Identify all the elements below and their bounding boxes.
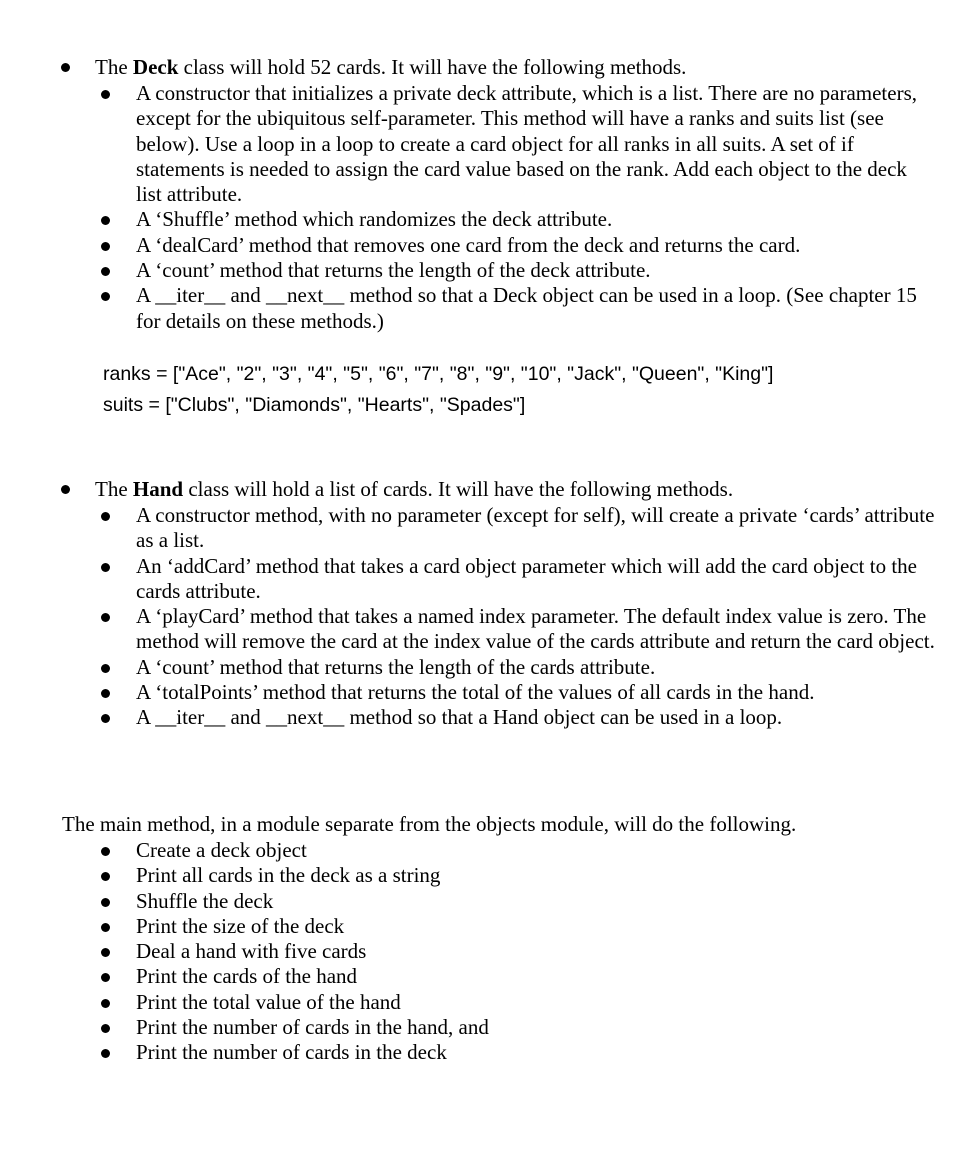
bullet: [99, 946, 113, 960]
bullet: [99, 662, 113, 676]
main-item-text: Deal a hand with five cards: [136, 939, 367, 964]
hand-item-text: An ‘addCard’ method that takes a card object parameter which will add the card object to the cards attribute.: [136, 553, 917, 603]
bullet: [99, 896, 113, 910]
list-item: [136, 705, 941, 730]
hand-item-text: A ‘playCard’ method that takes a named index parameter. The default index value is zero. The method will remove the card at the index value of the cards attribute and return the card object.: [136, 604, 935, 654]
list-item: [136, 889, 936, 914]
bullet-deck: [59, 61, 73, 75]
bullet: [99, 1047, 113, 1061]
deck-item-text: A ‘count’ method that returns the length of the deck attribute.: [136, 258, 651, 283]
bullet: [99, 561, 113, 575]
list-item: [136, 914, 936, 939]
bullet: [99, 687, 113, 701]
deck-intro-suffix: class will hold 52 cards. It will have the following methods.: [178, 55, 687, 79]
main-steps-list: [136, 838, 936, 1066]
main-item-text: Print the number of cards in the deck: [136, 1040, 447, 1065]
list-item: [136, 1015, 936, 1040]
bullet: [99, 88, 113, 102]
hand-item-text: A ‘count’ method that returns the length of the cards attribute.: [136, 654, 656, 679]
bullet: [99, 510, 113, 524]
bullet: [99, 265, 113, 279]
list-item: [136, 283, 936, 334]
list-item: [136, 939, 936, 964]
list-item: [136, 233, 936, 258]
main-item-text: Create a deck object: [136, 838, 307, 862]
list-item: [136, 964, 936, 989]
list-item: [136, 554, 941, 605]
hand-intro-prefix: The: [95, 477, 133, 501]
hand-item-text: A ‘totalPoints’ method that returns the total of the values of all cards in the hand.: [136, 680, 815, 705]
deck-item-text: A ‘Shuffle’ method which randomizes the deck attribute.: [136, 207, 613, 232]
list-item: [136, 680, 941, 705]
code-suits: suits = ["Clubs", "Diamonds", "Hearts", "Spades"]: [103, 394, 526, 416]
bullet: [99, 971, 113, 985]
bullet: [99, 997, 113, 1011]
bullet: [99, 921, 113, 935]
main-item-text: Print the number of cards in the hand, and: [136, 1015, 489, 1040]
main-item-text: Print all cards in the deck as a string: [136, 863, 441, 888]
deck-item-text: A __iter__ and __next__ method so that a Deck object can be used in a loop. (See chapter 15 for details on these methods.): [136, 283, 917, 333]
bullet: [99, 214, 113, 228]
list-item: [136, 604, 941, 655]
bullet: [99, 290, 113, 304]
hand-intro: [95, 477, 945, 502]
list-item: [136, 863, 936, 888]
list-item: [136, 990, 936, 1015]
list-item: [136, 258, 936, 283]
bullet: [99, 611, 113, 625]
list-item: [136, 655, 941, 680]
bullet: [99, 870, 113, 884]
deck-intro-prefix: The: [95, 55, 133, 79]
main-item-text: Shuffle the deck: [136, 888, 274, 913]
hand-methods-list: [136, 503, 941, 731]
code-ranks: ranks = ["Ace", "2", "3", "4", "5", "6", "7", "8", "9", "10", "Jack", "Queen", "King"]: [103, 363, 774, 385]
bullet: [99, 712, 113, 726]
main-intro: The main method, in a module separate from the objects module, will do the following.: [62, 812, 797, 836]
main-item-text: Print the total value of the hand: [136, 989, 401, 1014]
bullet-hand: [59, 483, 73, 497]
bullet: [99, 1022, 113, 1036]
main-item-text: Print the size of the deck: [136, 913, 345, 938]
hand-intro-suffix: class will hold a list of cards. It will have the following methods.: [183, 477, 734, 501]
list-item: [136, 838, 936, 863]
deck-item-text: A constructor that initializes a private deck attribute, which is a list. There are no parameters, except for the ubiquitous self-parameter. This method will have a ranks and suits list (see below). Use a loop in a loop to create a card object for all ranks in all suits. A set of if statements is needed to assign the card value based on the rank. Add each object to the deck list attribute.: [136, 81, 917, 207]
list-item: [136, 1040, 936, 1065]
deck-class-name: Deck: [132, 55, 179, 79]
main-item-text: Print the cards of the hand: [136, 964, 358, 989]
deck-intro: [95, 55, 945, 80]
list-item: [136, 207, 936, 232]
hand-item-text: A constructor method, with no parameter (except for self), will create a private ‘cards’ attribute as a list.: [136, 503, 935, 553]
hand-class-name: Hand: [132, 477, 184, 501]
list-item: [136, 81, 936, 207]
bullet: [99, 240, 113, 254]
deck-methods-list: [136, 81, 936, 334]
bullet: [99, 845, 113, 859]
list-item: [136, 503, 941, 554]
deck-item-text: A ‘dealCard’ method that removes one card from the deck and returns the card.: [136, 232, 801, 257]
hand-item-text: A __iter__ and __next__ method so that a Hand object can be used in a loop.: [136, 705, 783, 730]
